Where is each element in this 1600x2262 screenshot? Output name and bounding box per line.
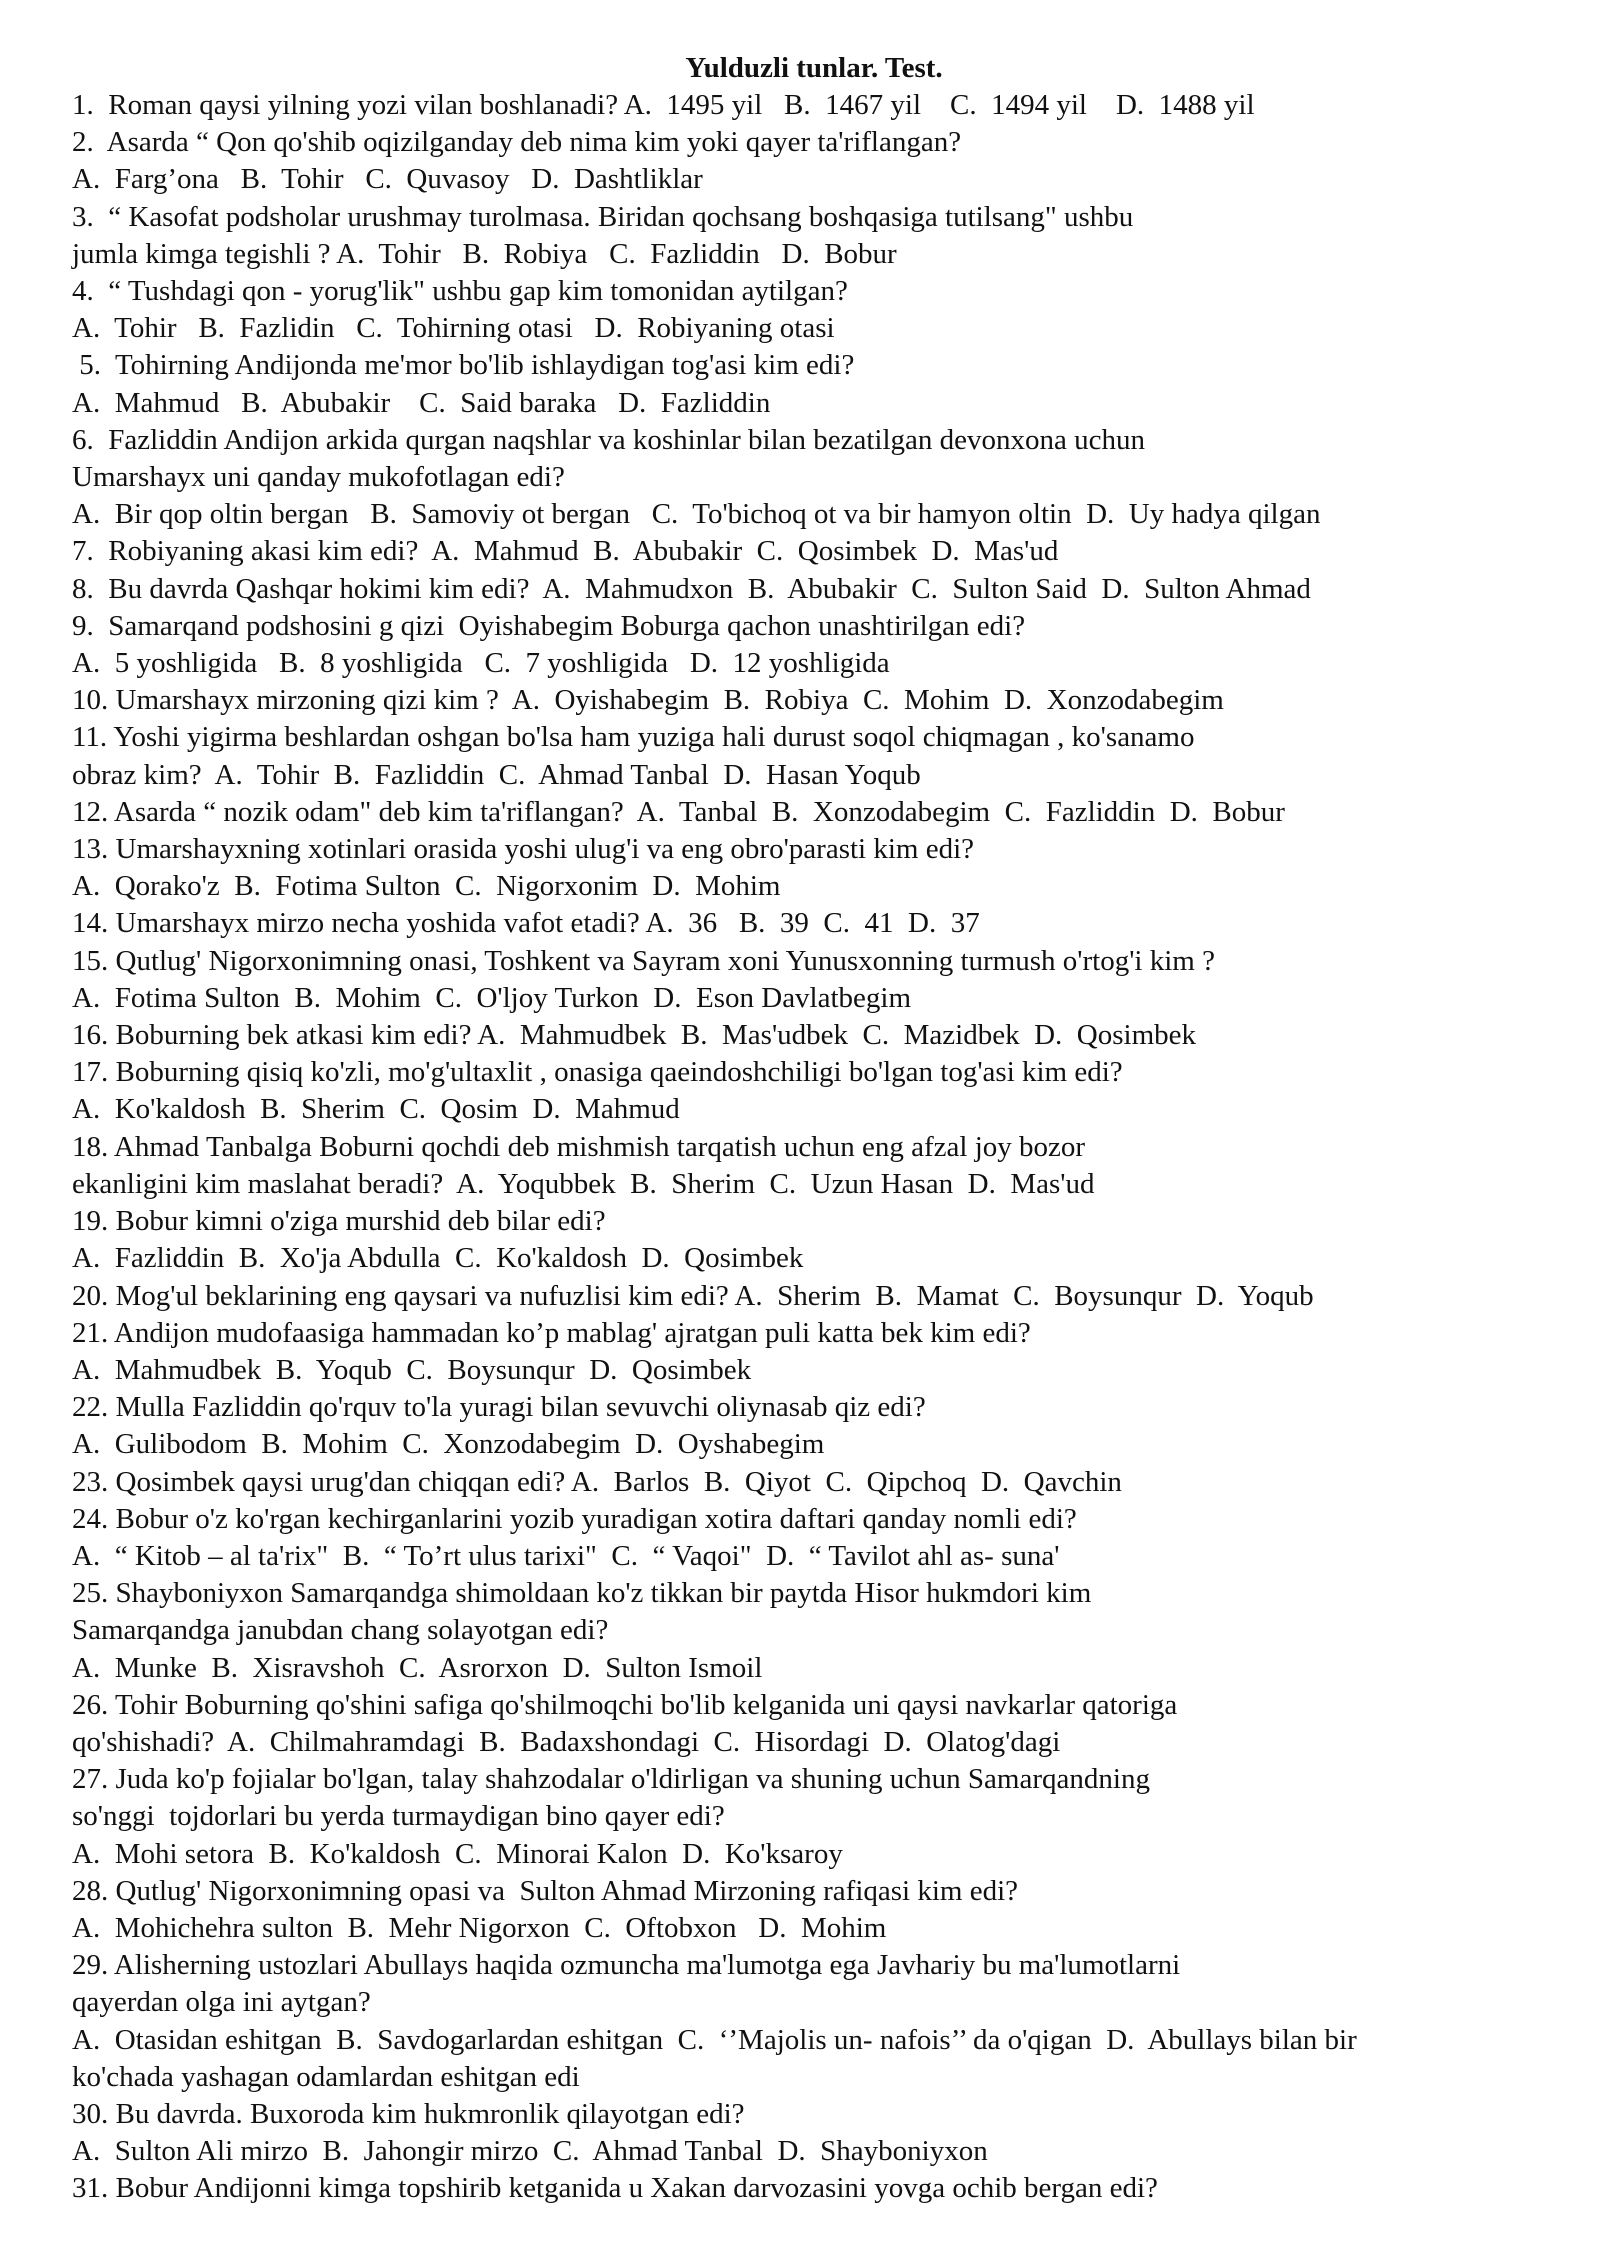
text-line: ko'chada yashagan odamlardan eshitgan edi (72, 2060, 580, 2093)
text-line: jumla kimga tegishli ? A. Tohir B. Robiya C. Fazliddin D. Bobur (72, 237, 897, 270)
text-line: obraz kim? A. Tohir B. Fazliddin C. Ahmad Tanbal D. Hasan Yoqub (72, 758, 921, 791)
text-line: A. Bir qop oltin bergan B. Samoviy ot bergan C. To'bichoq ot va bir hamyon oltin D. Uy hadya qilgan (72, 498, 1321, 531)
text-line: 23. Qosimbek qaysi urug'dan chiqqan edi? A. Barlos B. Qiyot C. Qipchoq D. Qavchin (72, 1465, 1122, 1498)
text-line: A. Sulton Ali mirzo B. Jahongir mirzo C. Ahmad Tanbal D. Shayboniyxon (72, 2135, 988, 2168)
text-line: 12. Asarda “ nozik odam" deb kim ta'riflangan? A. Tanbal B. Xonzodabegim C. Fazliddin D. Bobur (72, 795, 1285, 828)
text-line: 1. Roman qaysi yilning yozi vilan boshlanadi? A. 1495 yil B. 1467 yil C. 1494 yil D. 1488 yil (72, 89, 1255, 121)
text-line: 14. Umarshayx mirzo necha yoshida vafot etadi? A. 36 B. 39 C. 41 D. 37 (72, 907, 980, 940)
text-line: 25. Shayboniyxon Samarqandga shimoldaan ko'z tikkan bir paytda Hisor hukmdori kim (72, 1577, 1092, 1610)
text-line: 15. Qutlug' Nigorxonimning onasi, Toshkent va Sayram xoni Yunusxonning turmush o'rtog'i kim ? (72, 944, 1215, 977)
text-line: A. Fazliddin B. Xo'ja Abdulla C. Ko'kaldosh D. Qosimbek (72, 1242, 804, 1275)
text-line: A. Mohichehra sulton B. Mehr Nigorxon C. Oftobxon D. Mohim (72, 1911, 887, 1944)
text-line: 31. Bobur Andijonni kimga topshirib ketganida u Xakan darvozasini yovga ochib bergan edi? (72, 2172, 1158, 2205)
text-line: A. Tohir B. Fazlidin C. Tohirning otasi D. Robiyaning otasi (72, 312, 835, 345)
text-line: 10. Umarshayx mirzoning qizi kim ? A. Oyishabegim B. Robiya C. Mohim D. Xonzodabegim (72, 684, 1224, 717)
text-line: A. Qorako'z B. Fotima Sulton C. Nigorxonim D. Mohim (72, 870, 781, 903)
text-line: 6. Fazliddin Andijon arkida qurgan naqshlar va koshinlar bilan bezatilgan devonxona uchun (72, 423, 1146, 456)
text-line: 28. Qutlug' Nigorxonimning opasi va Sulton Ahmad Mirzoning rafiqasi kim edi? (72, 1874, 1019, 1907)
text-line: A. Mohi setora B. Ko'kaldosh C. Minorai Kalon D. Ko'ksaroy (72, 1837, 843, 1870)
text-line: A. “ Kitob – al ta'rix" B. “ To’rt ulus tarixi" C. “ Vaqoi" D. “ Tavilot ahl as- suna' (72, 1539, 1060, 1572)
text-line: A. Mahmud B. Abubakir C. Said baraka D. Fazliddin (72, 386, 771, 419)
text-line: A. Fotima Sulton B. Mohim C. O'ljoy Turkon D. Eson Davlatbegim (72, 981, 912, 1014)
text-line: so'nggi tojdorlari bu yerda turmaydigan bino qayer edi? (72, 1800, 725, 1833)
text-line: 9. Samarqand podshosini g qizi Oyishabegim Boburga qachon unashtirilgan edi? (72, 609, 1026, 642)
text-line: 20. Mog'ul beklarining eng qaysari va nufuzlisi kim edi? A. Sherim B. Mamat C. Boysunqur D. Yoqub (72, 1279, 1314, 1312)
text-line: A. Munke B. Xisravshoh C. Asrorxon D. Sulton Ismoil (72, 1651, 763, 1684)
text-line: A. Mahmudbek B. Yoqub C. Boysunqur D. Qosimbek (72, 1353, 752, 1386)
text-line: 22. Mulla Fazliddin qo'rquv to'la yuragi bilan sevuvchi oliynasab qiz edi? (72, 1391, 926, 1424)
text-line: 17. Boburning qisiq ko'zli, mo'g'ultaxlit , onasiga qaeindoshchiligi bo'lgan tog'asi kim edi? (72, 1056, 1123, 1089)
text-line: 21. Andijon mudofaasiga hammadan ko’p mablag' ajratgan puli katta bek kim edi? (72, 1316, 1031, 1349)
text-line: qo'shishadi? A. Chilmahramdagi B. Badaxshondagi C. Hisordagi D. Olatog'dagi (72, 1725, 1061, 1758)
text-line: 4. “ Tushdagi qon - yorug'lik" ushbu gap kim tomonidan aytilgan? (72, 275, 848, 308)
text-line: 2. Asarda “ Qon qo'shib oqizilganday deb nima kim yoki qayer ta'riflangan? (72, 126, 962, 159)
text-line: 7. Robiyaning akasi kim edi? A. Mahmud B. Abubakir C. Qosimbek D. Mas'ud (72, 535, 1059, 568)
text-line: 27. Juda ko'p fojialar bo'lgan, talay shahzodalar o'ldirligan va shuning uchun Samarqandning (72, 1763, 1150, 1796)
text-line: A. Otasidan eshitgan B. Savdogarlardan eshitgan C. ‘’Majolis un- nafois’’ da o'qigan D. Abullays bilan bir (72, 2023, 1357, 2056)
text-line: 24. Bobur o'z ko'rgan kechirganlarini yozib yuradigan xotira daftari qanday nomli edi? (72, 1502, 1077, 1535)
text-line: 29. Alisherning ustozlari Abullays haqida ozmuncha ma'lumotga ega Javhariy bu ma'lumotlarni (72, 1949, 1181, 1982)
text-line: 8. Bu davrda Qashqar hokimi kim edi? A. Mahmudxon B. Abubakir C. Sulton Said D. Sulton Ahmad (72, 572, 1311, 605)
text-line: 13. Umarshayxning xotinlari orasida yoshi ulug'i va eng obro'parasti kim edi? (72, 833, 975, 866)
text-line: ekanligini kim maslahat beradi? A. Yoqubbek B. Sherim C. Uzun Hasan D. Mas'ud (72, 1167, 1095, 1200)
text-line: 19. Bobur kimni o'ziga murshid deb bilar edi? (72, 1205, 606, 1238)
text-line: 5. Tohirning Andijonda me'mor bo'lib ishlaydigan tog'asi kim edi? (72, 349, 855, 382)
text-line: 18. Ahmad Tanbalga Boburni qochdi deb mishmish tarqatish uchun eng afzal joy bozor (72, 1130, 1086, 1163)
text-line: A. 5 yoshligida B. 8 yoshligida C. 7 yoshligida D. 12 yoshligida (72, 647, 890, 680)
text-line: Umarshayx uni qanday mukofotlagan edi? (72, 461, 565, 494)
text-line: 30. Bu davrda. Buxoroda kim hukmronlik qilayotgan edi? (72, 2097, 745, 2130)
text-line: A. Gulibodom B. Mohim C. Xonzodabegim D. Oyshabegim (72, 1428, 825, 1461)
text-line: Samarqandga janubdan chang solayotgan edi? (72, 1614, 609, 1647)
text-line: qayerdan olga ini aytgan? (72, 1986, 371, 2019)
test-questions (72, 87, 1560, 2208)
text-line: 26. Tohir Boburning qo'shini safiga qo'shilmoqchi bo'lib kelganida uni qaysi navkarlar qatoriga (72, 1688, 1178, 1721)
document-title: Yulduzli tunlar. Test. (685, 52, 943, 84)
text-line: 16. Boburning bek atkasi kim edi? A. Mahmudbek B. Mas'udbek C. Mazidbek D. Qosimbek (72, 1019, 1197, 1052)
text-line: A. Ko'kaldosh B. Sherim C. Qosim D. Mahmud (72, 1093, 680, 1126)
text-line: 3. “ Kasofat podsholar urushmay turolmasa. Biridan qochsang boshqasiga tutilsang" ushbu (72, 200, 1134, 233)
text-line: A. Farg’ona B. Tohir C. Quvasoy D. Dashtliklar (72, 163, 703, 196)
text-line: 11. Yoshi yigirma beshlardan oshgan bo'lsa ham yuziga hali durust soqol chiqmagan , ko'sanamo (72, 721, 1195, 754)
